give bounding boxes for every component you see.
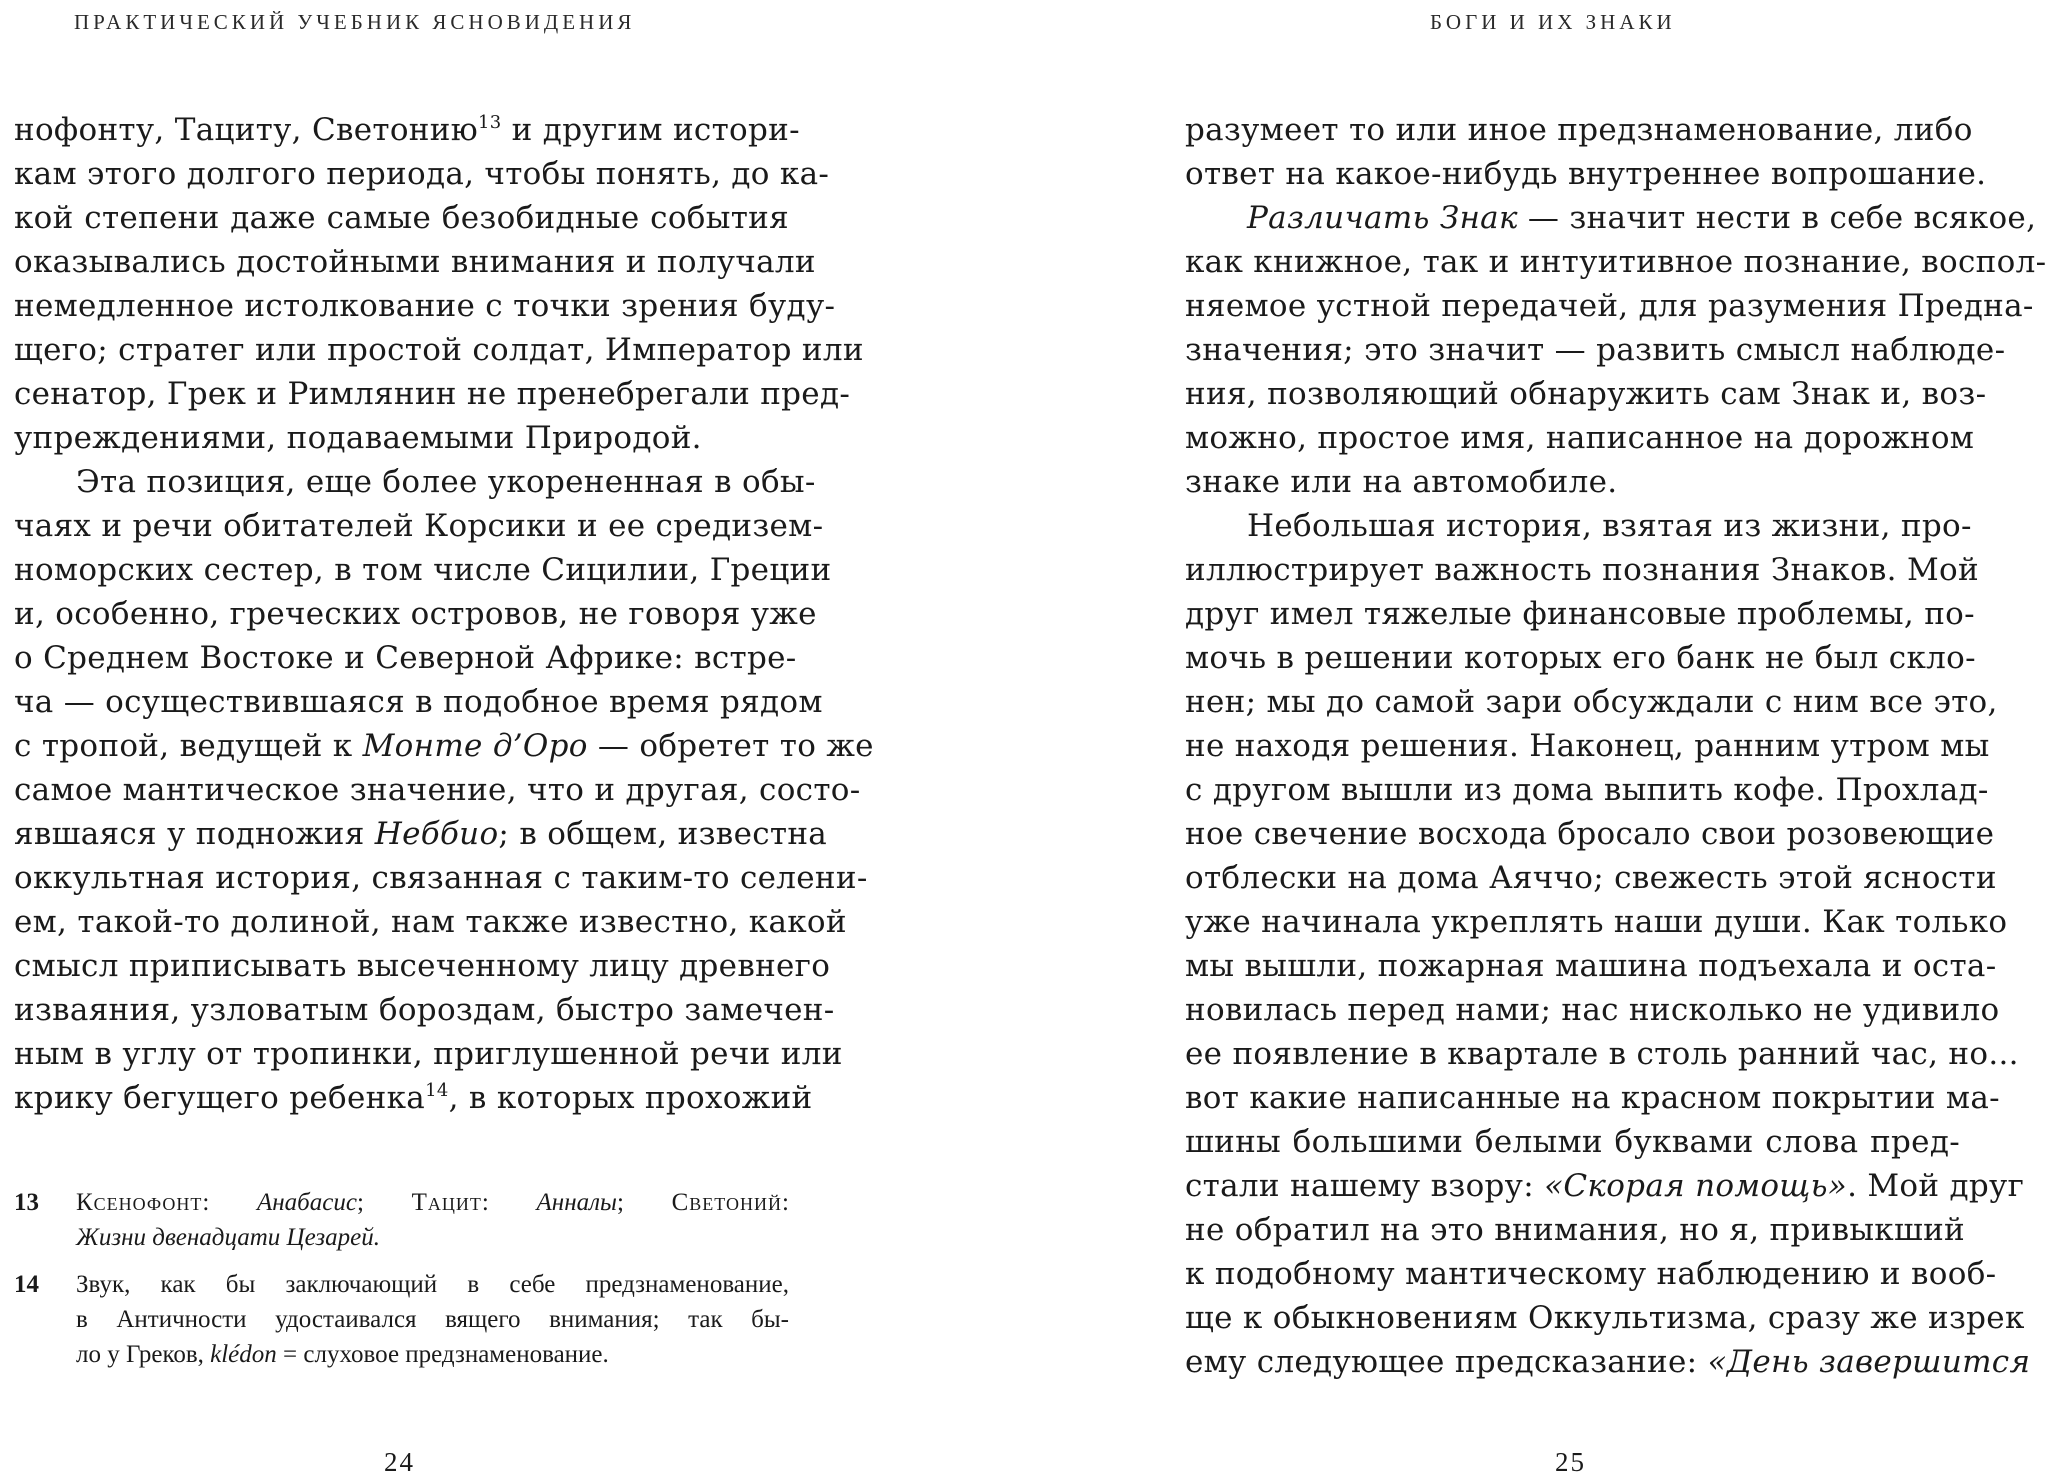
text-line: ния, позволяющий обнаружить сам Знак и, воз-	[1185, 376, 1987, 412]
text-line: значения; это значит — развить смысл наблюде-	[1185, 332, 2006, 368]
text-line: изваяния, узловатым бороздам, быстро замечен-	[14, 992, 835, 1028]
text-line: не обратил на это внимания, но я, привыкший	[1185, 1212, 1966, 1248]
text-line: крику бегущего ребенка$^{14}$, в которых прохожий	[14, 1080, 813, 1116]
footnote-ref[interactable]: 13	[478, 112, 502, 133]
page-number: 25	[1555, 1447, 1586, 1477]
footnote-line: Ксенофонт: Анабасис; Тацит: Анналы; Светоний:	[76, 1189, 789, 1216]
text-line: чаях и речи обитателей Корсики и ее средизем-	[14, 508, 824, 544]
text-line: о Среднем Востоке и Северной Африке: встре-	[14, 640, 797, 676]
text-line: номорских сестер, в том числе Сицилии, Греции	[14, 552, 832, 588]
text-line: Небольшая история, взятая из жизни, про-	[1247, 508, 1972, 544]
footnote-line: ло у Греков, klédon = слуховое предзнаменование.	[76, 1341, 609, 1368]
text-line: с другом вышли из дома выпить кофе. Прохлад-	[1185, 772, 1989, 808]
footnote-line: Жизни двенадцати Цезарей.	[76, 1224, 380, 1251]
body-text	[14, 108, 874, 1120]
text-line: ное свечение восхода бросало свои розовеющие	[1185, 816, 1995, 852]
text-line: мочь в решении которых его банк не был скло-	[1185, 640, 1976, 676]
text-line: разумеет то или иное предзнаменование, либо	[1185, 112, 1973, 148]
text-line: самое мантическое значение, что и другая, состо-	[14, 772, 861, 808]
text-line: ему следующее предсказание: «День завершится	[1185, 1344, 2031, 1380]
text-line: ча — осуществившаяся в подобное время рядом	[14, 684, 823, 720]
text-line: уже начинала укреплять наши души. Как только	[1185, 904, 2008, 940]
text-line: щего; стратег или простой солдат, Император или	[14, 332, 864, 368]
text-line: шины большими белыми буквами слова пред-	[1185, 1124, 1960, 1160]
text-line: не находя решения. Наконец, ранним утром мы	[1185, 728, 1990, 764]
footnote-ref[interactable]: 14	[425, 1080, 449, 1101]
body-text	[1185, 108, 2046, 1384]
running-head: БОГИ И ИХ ЗНАКИ	[1430, 10, 1676, 34]
text-line: кам этого долгого периода, чтобы понять, до ка-	[14, 156, 830, 192]
running-head: ПРАКТИЧЕСКИЙ УЧЕБНИК ЯСНОВИДЕНИЯ	[74, 10, 636, 34]
text-line: няемое устной передачей, для разумения Предна-	[1185, 288, 2034, 324]
text-line: отблески на дома Аяччо; свежесть этой ясности	[1185, 860, 1997, 896]
text-line: знаке или на автомобиле.	[1185, 464, 1618, 500]
text-line: ще к обыкновениям Оккультизма, сразу же изрек	[1185, 1300, 2025, 1336]
text-line: ее появление в квартале в столь ранний час, но...	[1185, 1036, 2019, 1072]
text-line: друг имел тяжелые финансовые проблемы, по-	[1185, 596, 1975, 632]
text-line: мы вышли, пожарная машина подъехала и оста-	[1185, 948, 1997, 984]
footnotes	[14, 1185, 789, 1384]
text-line: с тропой, ведущей к Монте д’Оро — обретет то же	[14, 728, 874, 764]
text-line: ем, такой-то долиной, нам также известно, какой	[14, 904, 847, 940]
footnote-line: в Античности удостаивался вящего внимания; так бы-	[76, 1306, 789, 1333]
page-number: 24	[384, 1447, 415, 1477]
text-line: оказывались достойными внимания и получали	[14, 244, 816, 280]
text-line: упреждениями, подаваемыми Природой.	[14, 420, 702, 456]
text-line: вот какие написанные на красном покрытии ма-	[1185, 1080, 2000, 1116]
text-line: нофонту, Тациту, Светонию$^{13}$ и другим истори-	[14, 112, 800, 148]
text-line: как книжное, так и интуитивное познание, воспол-	[1185, 244, 2046, 280]
text-line: к подобному мантическому наблюдению и вооб-	[1185, 1256, 1997, 1292]
text-line: Эта позиция, еще более укорененная в обы-	[76, 464, 816, 500]
text-line: сенатор, Грек и Римлянин не пренебрегали пред-	[14, 376, 851, 412]
text-line: ответ на какое-нибудь внутреннее вопрошание.	[1185, 156, 1987, 192]
text-line: явшаяся у подножия Неббио; в общем, известна	[14, 816, 828, 852]
text-line: нен; мы до самой зари обсуждали с ним все это,	[1185, 684, 1998, 720]
footnote-line: Звук, как бы заключающий в себе предзнаменование,	[76, 1271, 789, 1298]
text-line: кой степени даже самые безобидные события	[14, 200, 789, 236]
text-line: можно, простое имя, написанное на дорожном	[1185, 420, 1975, 456]
text-line: иллюстрирует важность познания Знаков. Мой	[1185, 552, 1979, 588]
footnote-13	[14, 1185, 789, 1255]
footnote-14	[14, 1267, 789, 1372]
text-line: новилась перед нами; нас нисколько не удивило	[1185, 992, 2000, 1028]
footnote-number: 13	[14, 1189, 39, 1216]
text-line: немедленное истолкование с точки зрения буду-	[14, 288, 836, 324]
text-line: и, особенно, греческих островов, не говоря уже	[14, 596, 817, 632]
text-line: смысл приписывать высеченному лицу древнего	[14, 948, 831, 984]
text-line: оккультная история, связанная с таким-то селени-	[14, 860, 868, 896]
text-line: ным в углу от тропинки, приглушенной речи или	[14, 1036, 843, 1072]
text-line: Различать Знак — значит нести в себе всякое,	[1247, 200, 2037, 236]
text-line: стали нашему взору: «Скорая помощь». Мой друг	[1185, 1168, 2025, 1204]
footnote-number: 14	[14, 1271, 39, 1298]
